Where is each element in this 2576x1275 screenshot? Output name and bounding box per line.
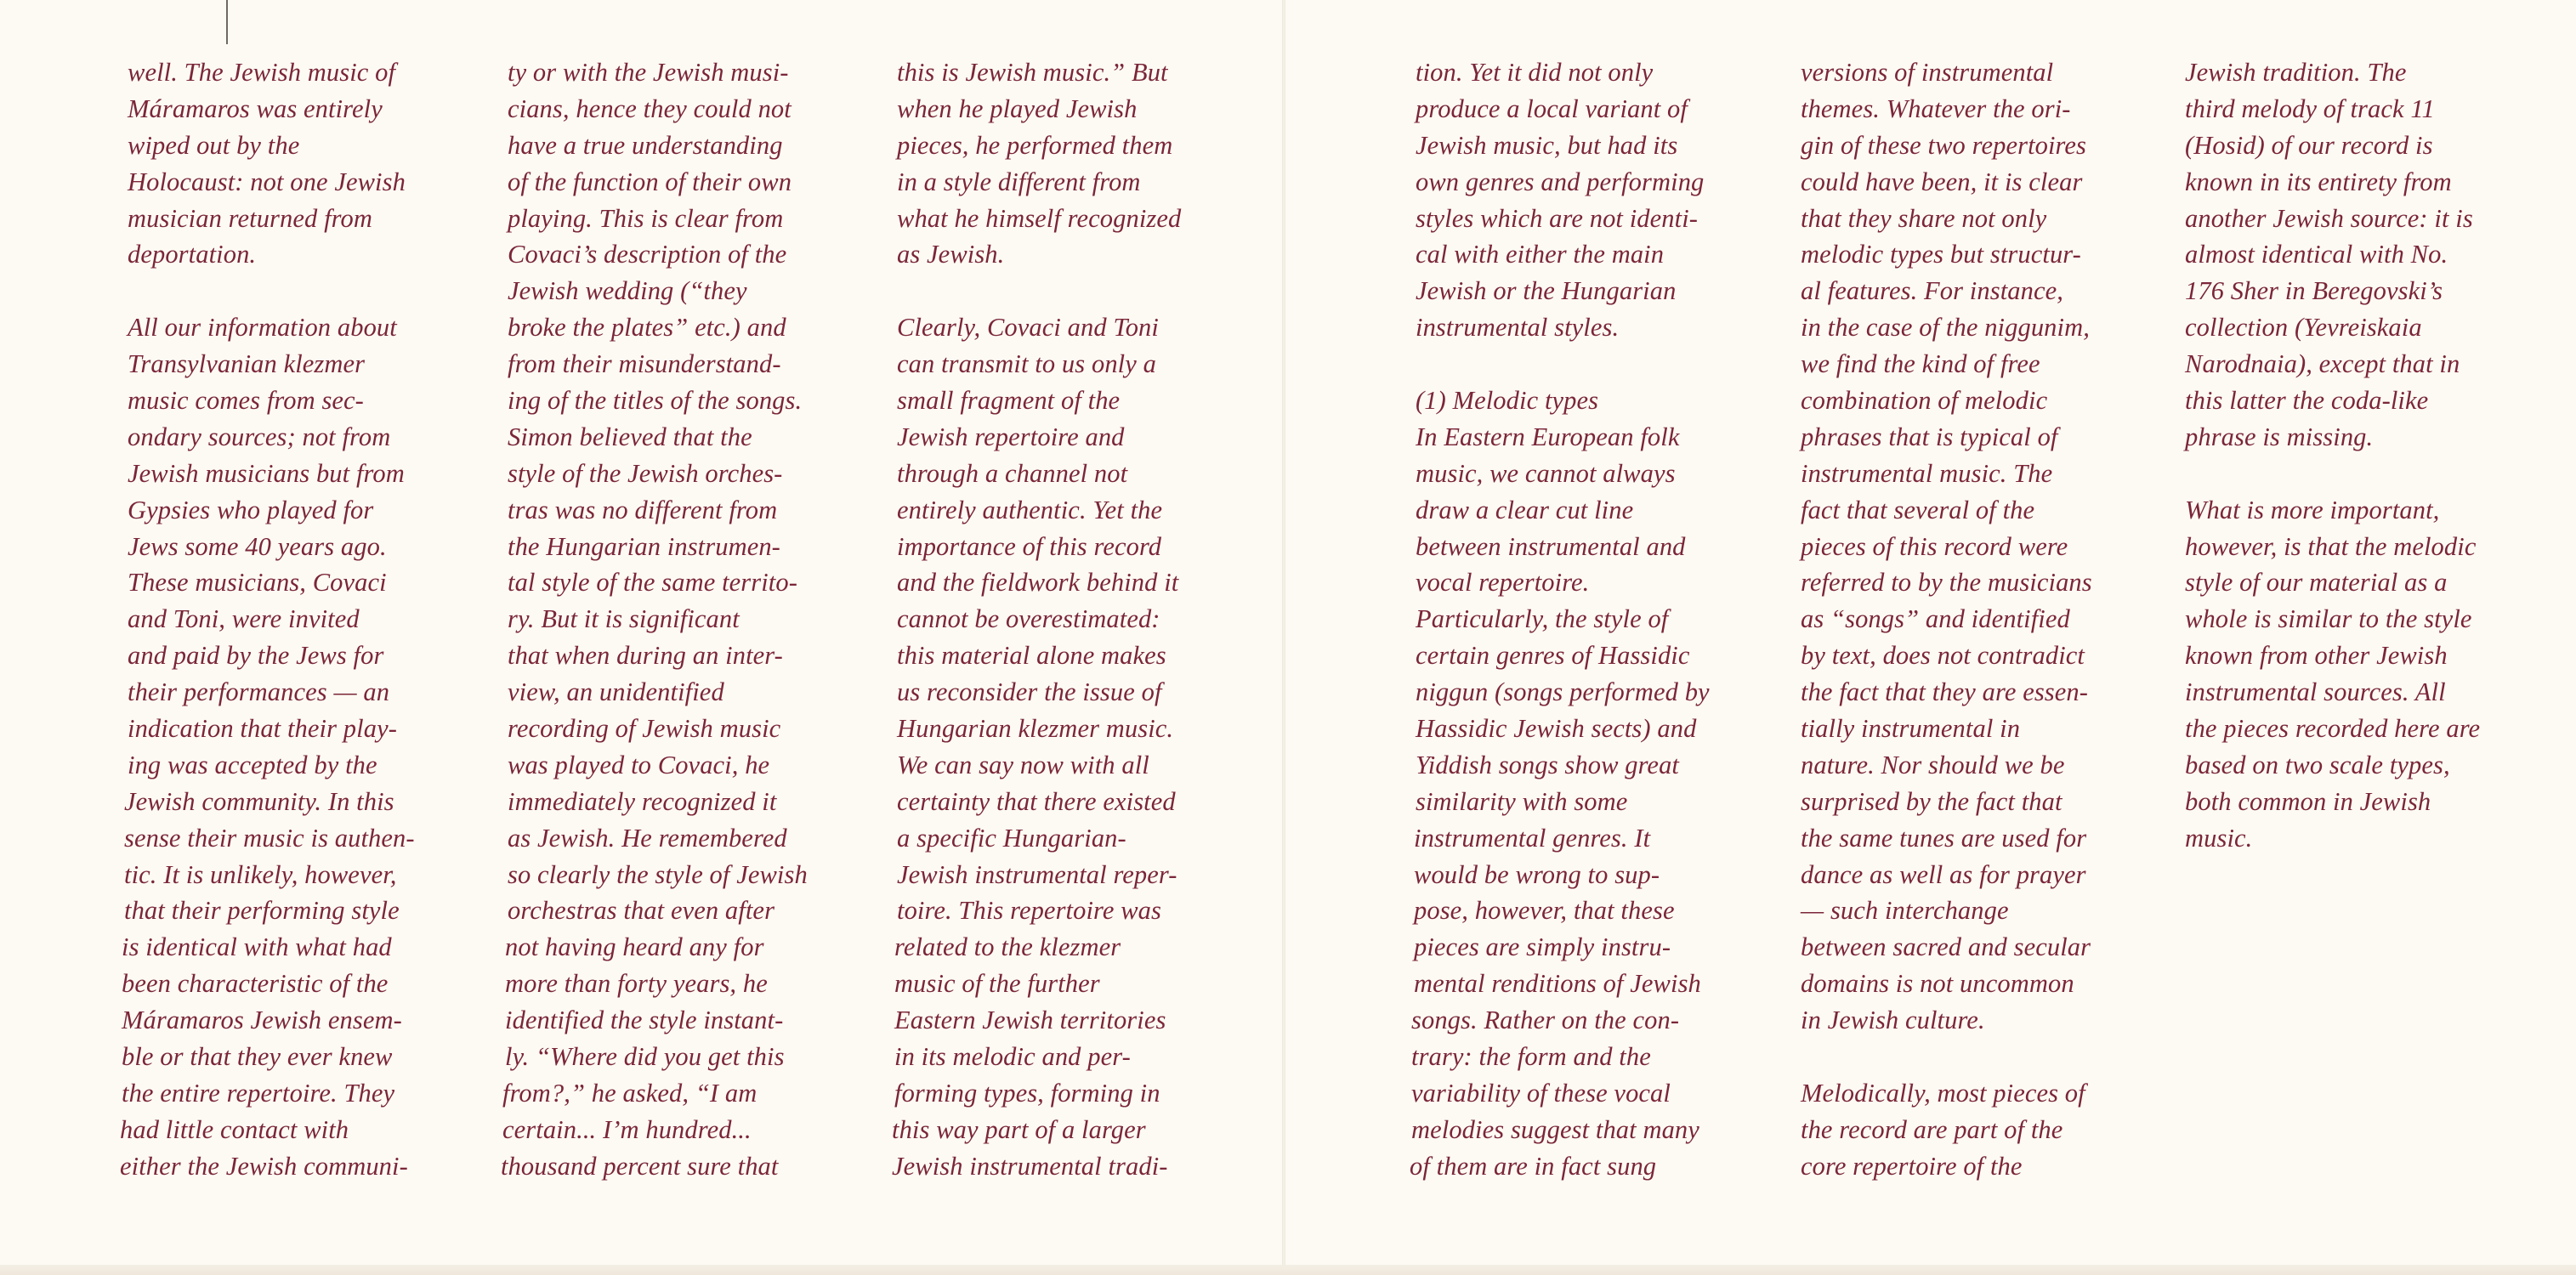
crop-mark (226, 0, 228, 44)
text-line: that when during an inter- (508, 641, 783, 671)
text-line: and Toni, were invited (128, 604, 360, 634)
text-line: Holocaust: not one Jewish (128, 167, 406, 196)
text-line: well. The Jewish music of (128, 58, 396, 87)
text-line: (1) Melodic types (1416, 386, 1599, 416)
text-line: however, is that the melodic (2185, 531, 2477, 561)
text-line: the record are part of the (1801, 1114, 2063, 1144)
text-line: this is Jewish music.” But (897, 58, 1168, 87)
text-line: styles which are not identi- (1416, 203, 1699, 233)
text-line: we find the kind of free (1801, 349, 2040, 379)
text-line: Jewish community. In this (124, 786, 394, 816)
text-line: between sacred and secular (1801, 932, 2091, 962)
text-line: the pieces recorded here are (2185, 714, 2481, 744)
text-line: tially instrumental in (1801, 714, 2021, 744)
text-line: based on two scale types, (2185, 750, 2450, 779)
text-line: importance of this record (897, 531, 1162, 561)
text-line: immediately recognized it (508, 786, 777, 816)
text-line: cians, hence they could not (508, 94, 792, 123)
text-line: identified the style instant- (505, 1006, 784, 1035)
text-line: so clearly the style of Jewish (508, 859, 808, 889)
text-line: the entire repertoire. They (122, 1078, 395, 1108)
text-line: through a channel not (897, 458, 1128, 488)
text-line: as Jewish. He remembered (508, 823, 787, 853)
text-line: Jewish musicians but from (128, 458, 405, 488)
text-line: is identical with what had (122, 932, 392, 962)
text-line: Jewish or the Hungarian (1416, 276, 1677, 306)
text-line: al features. For instance, (1801, 276, 2063, 306)
text-line: pieces of this record were (1801, 531, 2068, 561)
text-line: musician returned from (128, 203, 372, 233)
text-line: deportation. (128, 240, 257, 269)
text-line: have a true understanding (508, 130, 783, 160)
text-line: phrase is missing. (2185, 422, 2374, 451)
text-line: Jewish music, but had its (1416, 130, 1678, 160)
text-line: ty or with the Jewish musi- (508, 58, 789, 87)
text-line: more than forty years, he (505, 969, 768, 999)
text-line: music of the further (894, 969, 1100, 999)
text-column-2 (501, 54, 848, 1185)
text-line: dance as well as for prayer (1801, 859, 2086, 889)
text-line: as Jewish. (897, 240, 1005, 269)
text-line: core repertoire of the (1801, 1151, 2023, 1181)
text-line: was played to Covaci, he (508, 750, 770, 779)
text-line: this material alone makes (897, 641, 1166, 671)
text-line: ing of the titles of the songs. (508, 386, 803, 416)
text-line: this way part of a larger (892, 1114, 1146, 1144)
text-line: cannot be overestimated: (897, 604, 1160, 634)
paragraph-break (897, 273, 1237, 309)
text-line: Hungarian klezmer music. (897, 714, 1174, 744)
text-line: style of our material as a (2185, 568, 2448, 598)
page-bottom-edge (0, 1265, 2576, 1275)
text-line: of the function of their own (508, 167, 792, 196)
text-line: this latter the coda-like (2185, 386, 2429, 416)
text-line: Jewish wedding (“they (508, 276, 747, 306)
text-line: and the fieldwork behind it (897, 568, 1179, 598)
text-line: music comes from sec- (128, 386, 364, 416)
text-line: Eastern Jewish territories (894, 1006, 1166, 1035)
text-line: a specific Hungarian- (897, 823, 1126, 853)
text-line: from?,” he asked, “I am (502, 1078, 757, 1108)
text-line: toire. This repertoire was (897, 896, 1161, 926)
text-line: and paid by the Jews for (128, 641, 384, 671)
text-line: recording of Jewish music (508, 714, 781, 744)
text-line: by text, does not contradict (1801, 641, 2085, 671)
text-line: pieces, he performed them (897, 130, 1173, 160)
text-line: songs. Rather on the con- (1411, 1006, 1680, 1035)
text-line: own genres and performing (1416, 167, 1705, 196)
text-line: draw a clear cut line (1416, 495, 1634, 524)
text-line: versions of instrumental (1801, 58, 2054, 87)
text-line: had little contact with (120, 1114, 349, 1144)
text-line: phrases that is typical of (1801, 422, 2058, 451)
text-line: We can say now with all (897, 750, 1149, 779)
text-line: Narodnaia), except that in (2185, 349, 2460, 379)
text-line: Jewish repertoire and (897, 422, 1125, 451)
text-column-6 (2185, 54, 2525, 857)
text-line: combination of melodic (1801, 386, 2048, 416)
text-line: Particularly, the style of (1416, 604, 1669, 634)
text-line: certain... I’m hundred... (502, 1114, 752, 1144)
text-line: of them are in fact sung (1410, 1151, 1657, 1181)
paragraph-break (2185, 456, 2525, 492)
text-line: indication that their play- (128, 714, 397, 744)
text-line: either the Jewish communi- (120, 1151, 408, 1181)
text-line: collection (Yevreiskaia (2185, 313, 2422, 343)
text-line: related to the klezmer (894, 932, 1121, 962)
text-line: referred to by the musicians (1801, 568, 2092, 598)
text-line: the same tunes are used for (1801, 823, 2087, 853)
text-line: music, we cannot always (1416, 458, 1676, 488)
text-line: instrumental music. The (1801, 458, 2053, 488)
text-line: style of the Jewish orches- (508, 458, 783, 488)
text-line: Jewish instrumental tradi- (892, 1151, 1168, 1181)
text-line: in its melodic and per- (894, 1042, 1131, 1072)
text-line: domains is not uncommon (1801, 969, 2074, 999)
text-line: Máramaros Jewish ensem- (122, 1006, 402, 1035)
text-line: whole is similar to the style (2185, 604, 2472, 634)
text-line: playing. This is clear from (508, 203, 784, 233)
paragraph-break (1801, 1039, 2141, 1075)
text-line: Simon believed that the (508, 422, 752, 451)
text-line: music. (2185, 823, 2253, 853)
text-line: when he played Jewish (897, 94, 1138, 123)
text-line: sense their music is authen- (124, 823, 415, 853)
text-line: instrumental genres. It (1414, 823, 1651, 853)
text-line: All our information about (128, 313, 397, 343)
text-line: pose, however, that these (1414, 896, 1675, 926)
text-line: instrumental styles. (1416, 313, 1620, 343)
text-line: certain genres of Hassidic (1416, 641, 1690, 671)
text-line: in a style different from (897, 167, 1141, 196)
text-line: pieces are simply instru- (1414, 932, 1671, 962)
text-line: what he himself recognized (897, 203, 1182, 233)
text-line: known from other Jewish (2185, 641, 2448, 671)
text-line: ing was accepted by the (128, 750, 377, 779)
text-line: tal style of the same territo- (508, 568, 797, 598)
text-line: would be wrong to sup- (1414, 859, 1660, 889)
text-line: Jews some 40 years ago. (128, 531, 387, 561)
text-line: that they share not only (1801, 203, 2047, 233)
text-line: nature. Nor should we be (1801, 750, 2065, 779)
text-line: — such interchange (1801, 896, 2009, 926)
text-line: Jewish tradition. The (2185, 58, 2407, 87)
text-line: small fragment of the (897, 386, 1121, 416)
text-line: orchestras that even after (508, 896, 775, 926)
text-line: ble or that they ever knew (122, 1042, 393, 1072)
text-line: that their performing style (124, 896, 400, 926)
text-line: themes. Whatever the ori- (1801, 94, 2071, 123)
text-line: almost identical with No. (2185, 240, 2448, 269)
text-column-5 (1801, 54, 2141, 1185)
text-line: their performances — an (128, 677, 390, 707)
text-line: can transmit to us only a (897, 349, 1156, 379)
text-line: third melody of track 11 (2185, 94, 2435, 123)
text-line: Jewish instrumental reper- (897, 859, 1177, 889)
text-line: instrumental sources. All (2185, 677, 2446, 707)
text-line: from their misunderstand- (508, 349, 781, 379)
text-line: tion. Yet it did not only (1416, 58, 1654, 87)
text-line: In Eastern European folk (1416, 422, 1680, 451)
text-line: These musicians, Covaci (128, 568, 387, 598)
text-line: surprised by the fact that (1801, 786, 2063, 816)
text-line: ry. But it is significant (508, 604, 740, 634)
text-line: another Jewish source: it is (2185, 203, 2473, 233)
text-column-1 (120, 54, 468, 1185)
text-line: known in its entirety from (2185, 167, 2452, 196)
text-line: cal with either the main (1416, 240, 1665, 269)
text-line: been characteristic of the (122, 969, 389, 999)
text-line: melodies suggest that many (1411, 1114, 1699, 1144)
text-line: us reconsider the issue of (897, 677, 1162, 707)
text-line: What is more important, (2185, 495, 2440, 524)
text-line: forming types, forming in (894, 1078, 1160, 1108)
text-column-3 (892, 54, 1237, 1185)
text-line: Transylvanian klezmer (128, 349, 366, 379)
text-line: Melodically, most pieces of (1801, 1078, 2085, 1108)
text-line: Yiddish songs show great (1416, 750, 1679, 779)
text-line: thousand percent sure that (501, 1151, 779, 1181)
text-line: fact that several of the (1801, 495, 2035, 524)
text-line: ondary sources; not from (128, 422, 391, 451)
text-line: niggun (songs performed by (1416, 677, 1710, 707)
text-line: gin of these two repertoires (1801, 130, 2087, 160)
text-line: in the case of the niggunim, (1801, 313, 2090, 343)
text-line: tras was no different from (508, 495, 778, 524)
text-line: Hassidic Jewish sects) and (1416, 714, 1697, 744)
text-line: tic. It is unlikely, however, (124, 859, 397, 889)
text-line: could have been, it is clear (1801, 167, 2083, 196)
text-line: similarity with some (1416, 786, 1628, 816)
text-line: as “songs” and identified (1801, 604, 2070, 634)
text-line: 176 Sher in Beregovski’s (2185, 276, 2443, 306)
text-line: Covaci’s description of the (508, 240, 787, 269)
text-line: both common in Jewish (2185, 786, 2431, 816)
text-line: produce a local variant of (1416, 94, 1688, 123)
text-line: Máramaros was entirely (128, 94, 383, 123)
text-line: view, an unidentified (508, 677, 724, 707)
text-line: entirely authentic. Yet the (897, 495, 1163, 524)
text-line: (Hosid) of our record is (2185, 130, 2433, 160)
text-line: mental renditions of Jewish (1414, 969, 1701, 999)
text-line: not having heard any for (505, 932, 764, 962)
text-line: melodic types but structur- (1801, 240, 2081, 269)
text-line: wiped out by the (128, 130, 300, 160)
text-line: broke the plates” etc.) and (508, 313, 786, 343)
text-line: in Jewish culture. (1801, 1006, 1985, 1035)
text-line: vocal repertoire. (1416, 568, 1590, 598)
text-line: between instrumental and (1416, 531, 1686, 561)
paragraph-break (128, 273, 468, 309)
text-line: Clearly, Covaci and Toni (897, 313, 1159, 343)
text-column-4 (1410, 54, 1756, 1185)
text-line: certainty that there existed (897, 786, 1176, 816)
text-line: the Hungarian instrumen- (508, 531, 780, 561)
paragraph-break (1416, 346, 1756, 382)
text-line: Gypsies who played for (128, 495, 374, 524)
text-line: ly. “Where did you get this (505, 1042, 785, 1072)
text-line: trary: the form and the (1411, 1042, 1651, 1072)
text-line: variability of these vocal (1411, 1078, 1671, 1108)
text-line: the fact that they are essen- (1801, 677, 2089, 707)
